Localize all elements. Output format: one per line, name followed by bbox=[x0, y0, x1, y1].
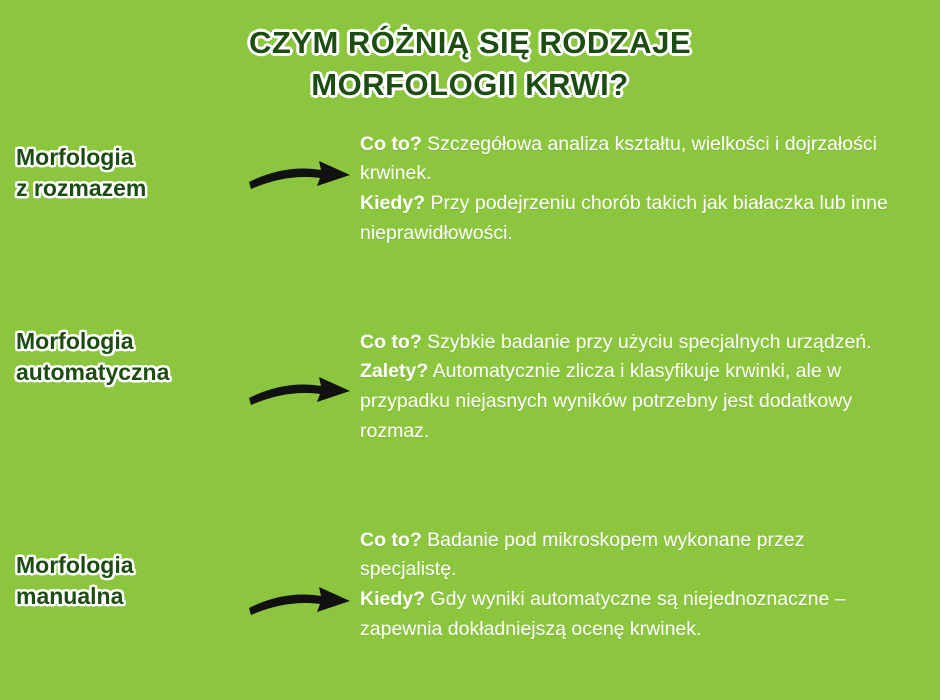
title-line-2: MORFOLOGII KRWI? bbox=[311, 66, 629, 102]
row-entry bbox=[360, 357, 900, 446]
entry-text: Przy podejrzeniu chorób takich jak białaczka lub inne nieprawidłowości. bbox=[360, 191, 888, 244]
row-label-line-1: Morfologia bbox=[16, 551, 134, 578]
row-label-line-2: manualna bbox=[16, 582, 124, 609]
row-description bbox=[360, 326, 940, 447]
comparison-row bbox=[0, 524, 940, 674]
row-entry bbox=[360, 189, 900, 248]
entry-lead: Kiedy? bbox=[360, 191, 426, 214]
comparison-row bbox=[0, 128, 940, 278]
entry-text: Automatycznie zlicza i klasyfikuje krwinki, ale w przypadku niejasnych wyników potrzebny jest dodatkowy rozmaz. bbox=[360, 360, 853, 442]
row-label bbox=[0, 326, 240, 388]
comparison-rows bbox=[0, 128, 940, 674]
entry-lead: Co to? bbox=[360, 528, 422, 551]
arrow-right-icon bbox=[240, 524, 360, 628]
row-label-text bbox=[16, 142, 146, 204]
row-label-line-1: Morfologia bbox=[16, 143, 134, 170]
row-label-line-1: Morfologia bbox=[16, 327, 134, 354]
row-label-text bbox=[16, 550, 134, 612]
row-entry bbox=[360, 130, 900, 189]
entry-text: Szybkie badanie przy użyciu specjalnych urządzeń. bbox=[421, 330, 872, 353]
row-entry bbox=[360, 526, 900, 585]
row-description bbox=[360, 128, 940, 249]
entry-text: Gdy wyniki automatyczne są niejednoznaczne – zapewnia dokładniejszą ocenę krwinek. bbox=[360, 587, 846, 640]
row-label-line-2: automatyczna bbox=[16, 358, 170, 385]
comparison-row bbox=[0, 326, 940, 476]
row-description bbox=[360, 524, 940, 645]
entry-lead: Co to? bbox=[360, 330, 422, 353]
entry-lead: Co to? bbox=[360, 132, 422, 155]
row-label bbox=[0, 524, 240, 612]
arrow-right-icon bbox=[240, 128, 360, 202]
row-label-line-2: z rozmazem bbox=[16, 174, 147, 201]
entry-lead: Zalety? bbox=[360, 360, 429, 383]
title-line-1: CZYM RÓŻNIĄ SIĘ RODZAJE bbox=[248, 25, 692, 60]
row-label bbox=[0, 128, 240, 204]
row-entry bbox=[360, 585, 900, 644]
arrow-right-icon bbox=[240, 326, 360, 418]
row-label-text bbox=[16, 326, 169, 388]
page-title bbox=[0, 0, 940, 106]
entry-text: Badanie pod mikroskopem wykonane przez specjalistę. bbox=[360, 528, 805, 581]
entry-lead: Kiedy? bbox=[360, 587, 426, 610]
row-entry bbox=[360, 328, 900, 358]
entry-text: Szczegółowa analiza kształtu, wielkości i dojrzałości krwinek. bbox=[360, 132, 877, 185]
